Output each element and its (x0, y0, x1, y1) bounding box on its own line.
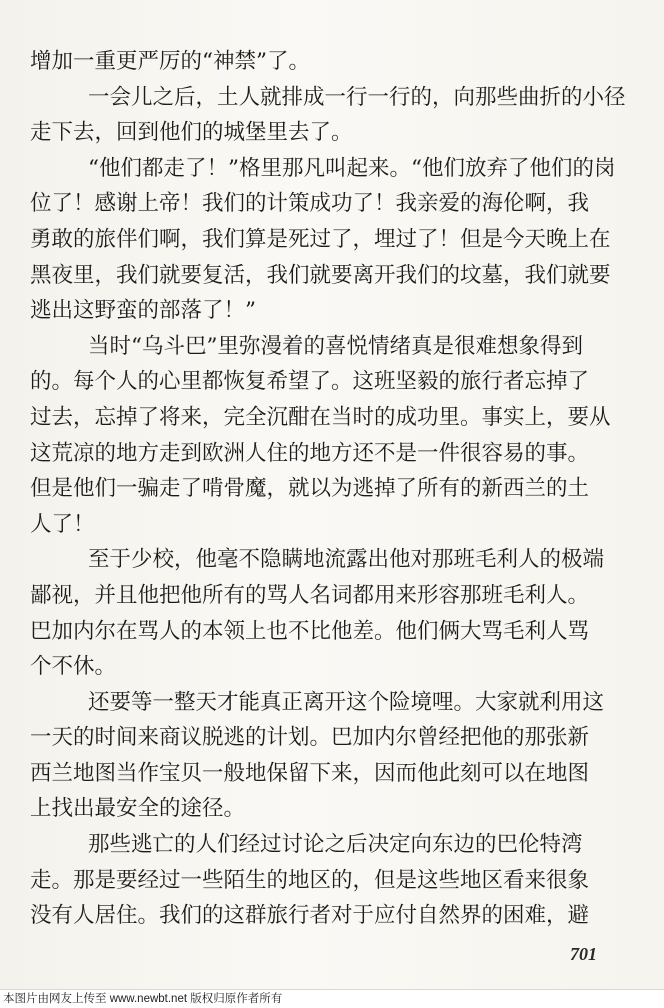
text-line: 一会儿之后，土人就排成一行一行的，向那些曲折的小径 (88, 84, 626, 110)
text-line: 走下去，回到他们的城堡里去了。 (30, 120, 353, 146)
text-line: 巴加内尔在骂人的本领上也不比他差。他们俩大骂毛利人骂 (30, 618, 590, 644)
text-line: 没有人居住。我们的这群旅行者对于应付自然界的困难，避 (30, 903, 590, 929)
text-line: “他们都走了！”格里那凡叫起来。“他们放弃了他们的岗 (88, 155, 616, 181)
text-line: 西兰地图当作宝贝一般地保留下来，因而他此刻可以在地图 (30, 760, 590, 786)
text-line: 走。那是要经过一些陌生的地区的，但是这些地区看来很象 (30, 867, 590, 893)
watermark-caption: 本图片由网友上传至 www.newbt.net 版权归原作者所有 (0, 989, 664, 1008)
text-line: 的。每个人的心里都恢复希望了。这班坚毅的旅行者忘掉了 (30, 369, 590, 395)
text-line: 至于少校，他毫不隐瞒地流露出他对那班毛利人的极端 (88, 547, 605, 573)
text-line: 当时“乌斗巴”里弥漫着的喜悦情绪真是很难想象得到 (88, 333, 583, 359)
text-line: 上找出最安全的途径。 (30, 796, 246, 822)
text-line: 增加一重更严厉的“神禁”了。 (30, 49, 310, 74)
body-text (30, 44, 642, 934)
text-line: 黑夜里，我们就要复活，我们就要离开我们的坟墓，我们就要 (30, 262, 611, 288)
text-line: 这荒凉的地方走到欧洲人住的地方还不是一件很容易的事。 (30, 440, 590, 466)
text-line: 那些逃亡的人们经过讨论之后决定向东边的巴伦特湾 (88, 832, 583, 858)
text-line: 逃出这野蛮的部落了！” (30, 298, 256, 324)
text-line: 还要等一整天才能真正离开这个险境哩。大家就利用这 (88, 689, 605, 715)
text-line: 但是他们一骗走了啃骨魔，就以为逃掉了所有的新西兰的土 (30, 476, 590, 502)
text-line: 一天的时间来商议脱逃的计划。巴加内尔曾经把他的那张新 (30, 725, 590, 751)
page-number: 701 (570, 944, 597, 964)
text-line: 人了！ (30, 511, 95, 537)
text-line: 位了！感谢上帝！我们的计策成功了！我亲爱的海伦啊，我 (30, 191, 590, 217)
text-line: 个不休。 (30, 654, 117, 680)
text-line: 鄙视，并且他把他所有的骂人名词都用来形容那班毛利人。 (30, 582, 590, 608)
text-line: 勇敢的旅伴们啊，我们算是死过了，埋过了！但是今天晚上在 (30, 226, 611, 252)
text-line: 过去，忘掉了将来，完全沉酣在当时的成功里。事实上，要从 (30, 404, 611, 430)
